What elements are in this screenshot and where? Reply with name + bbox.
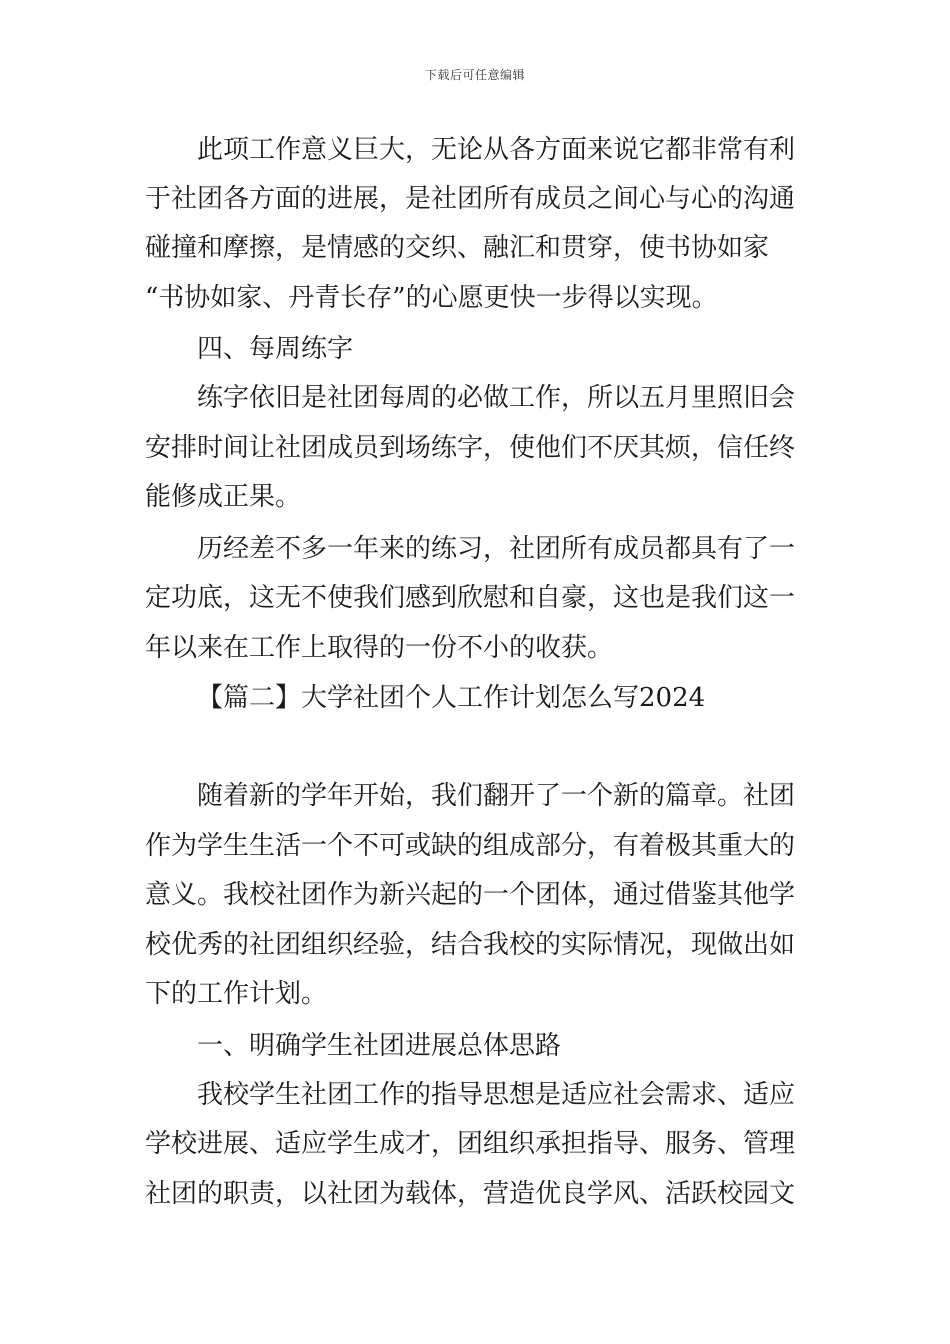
paragraph-line: 我校学生社团工作的指导思想是适应社会需求、适应 bbox=[197, 1080, 796, 1110]
paragraph-line: 随着新的学年开始，我们翻开了一个新的篇章。社团 bbox=[197, 781, 796, 811]
paragraph-line: 下的工作计划。 bbox=[145, 979, 328, 1009]
paragraph-line: 练字依旧是社团每周的必做工作，所以五月里照旧会 bbox=[197, 383, 796, 413]
paragraph-line: 学校进展、适应学生成才，团组织承担指导、服务、管理 bbox=[145, 1129, 796, 1159]
paragraph-line: 校优秀的社团组织经验，结合我校的实际情况，现做出如 bbox=[145, 930, 796, 960]
section-heading: 一、明确学生社团进展总体思路 bbox=[197, 1031, 562, 1061]
paragraph-line: 年以来在工作上取得的一份不小的收获。 bbox=[145, 633, 614, 663]
paragraph-line: “书协如家、丹青长存”的心愿更快一步得以实现。 bbox=[145, 283, 718, 313]
paragraph-line: 碰撞和摩擦，是情感的交织、融汇和贯穿，使书协如家 bbox=[145, 233, 770, 263]
header-note: 下载后可任意编辑 bbox=[424, 68, 525, 82]
paragraph-line: 此项工作意义巨大，无论从各方面来说它都非常有利 bbox=[197, 135, 796, 165]
paragraph-line: 能修成正果。 bbox=[145, 482, 302, 512]
paragraph-line: 作为学生生活一个不可或缺的组成部分，有着极其重大的 bbox=[145, 831, 796, 861]
section-title: 【篇二】大学社团个人工作计划怎么写2024 bbox=[197, 683, 706, 713]
paragraph-line: 安排时间让社团成员到场练字，使他们不厌其烦，信任终 bbox=[145, 433, 796, 463]
paragraph-line: 于社团各方面的进展，是社团所有成员之间心与心的沟通 bbox=[145, 184, 796, 214]
paragraph-line: 定功底，这无不使我们感到欣慰和自豪，这也是我们这一 bbox=[145, 583, 796, 613]
paragraph-line: 意义。我校社团作为新兴起的一个团体，通过借鉴其他学 bbox=[145, 880, 796, 910]
section-heading: 四、每周练字 bbox=[197, 334, 354, 364]
paragraph-line: 历经差不多一年来的练习，社团所有成员都具有了一 bbox=[197, 534, 796, 564]
paragraph-line: 社团的职责，以社团为载体，营造优良学风、活跃校园文 bbox=[145, 1179, 796, 1209]
